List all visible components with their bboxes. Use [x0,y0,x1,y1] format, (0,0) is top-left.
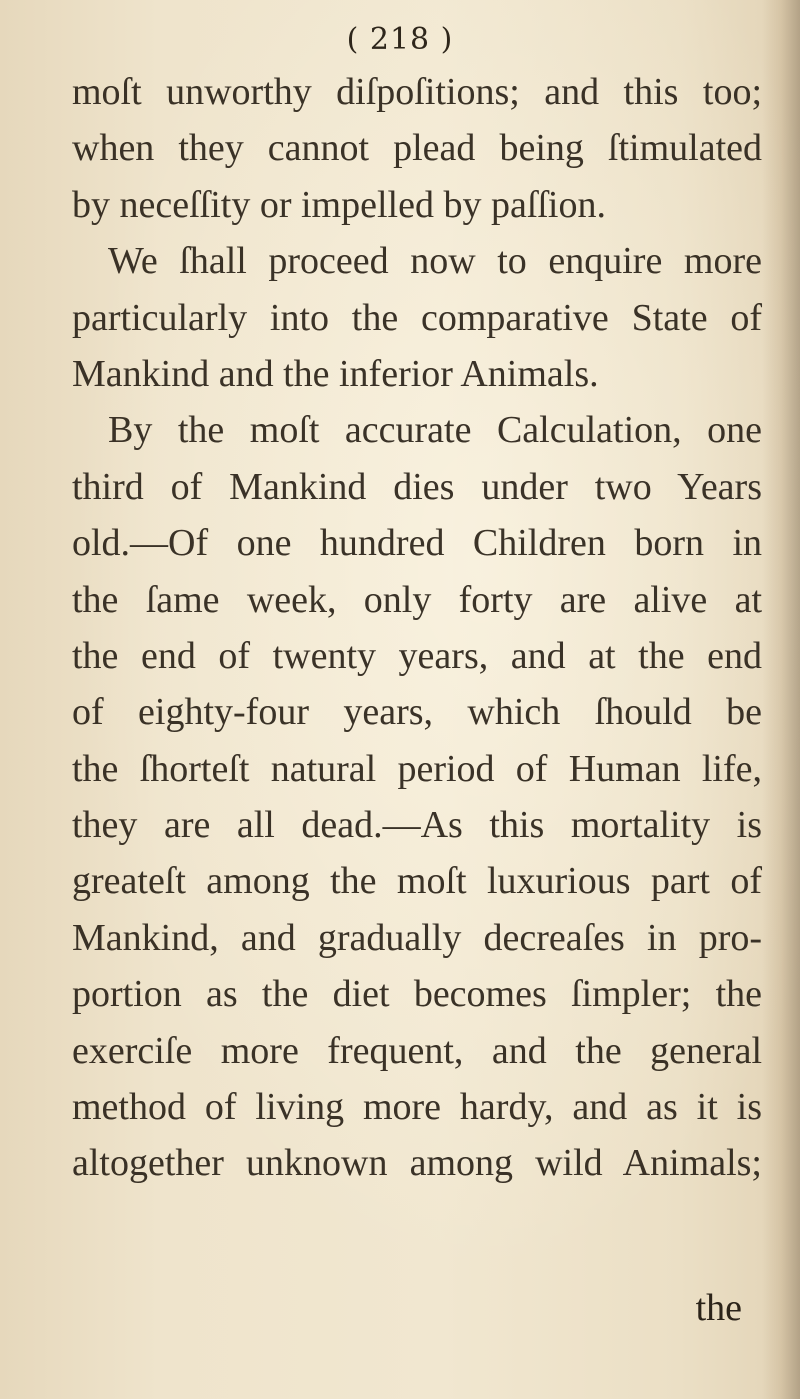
text-line: of eighty-four years, which ſhould be [72,691,762,734]
text-line: moſt unworthy diſpoſitions; and this too; [72,71,762,113]
text-line: third of Mankind dies under two Years [72,465,762,508]
text-line: Mankind and the inferior Animals. [72,352,599,395]
text-line: the ſame week, only forty are alive at [72,578,762,621]
text-line: By the moſt accurate Calculation, one [108,409,762,452]
page-number: ( 218 ) [346,22,454,57]
text-line: greateſt among the moſt luxurious part of [72,860,762,903]
text-line: by neceſſity or impelled by paſſion. [72,183,606,226]
catchword: the [695,1287,742,1329]
text-line: We ſhall proceed now to enquire more [108,240,762,283]
text-line: the ſhorteſt natural period of Human life, [72,747,762,790]
text-line: method of living more hardy, and as it is [72,1086,762,1129]
text-line: portion as the diet becomes ſimpler; the [72,973,762,1016]
footer-row [72,1286,762,1342]
text-line: exerciſe more frequent, and the general [72,1029,762,1072]
text-line: altogether unknown among wild Animals; [72,1142,762,1185]
text-line: Mankind, and gradually decreaſes in pro- [72,916,762,959]
text-line: they are all dead.—As this mortality is [72,804,762,847]
page-edge-shadow [762,0,800,1399]
text-line: the end of twenty years, and at the end [72,634,762,677]
text-line: old.—Of one hundred Children born in [72,522,762,565]
body-text [72,64,762,1192]
text-line: when they cannot plead being ſtimulated [72,127,762,170]
text-line: particularly into the comparative State of [72,296,762,339]
